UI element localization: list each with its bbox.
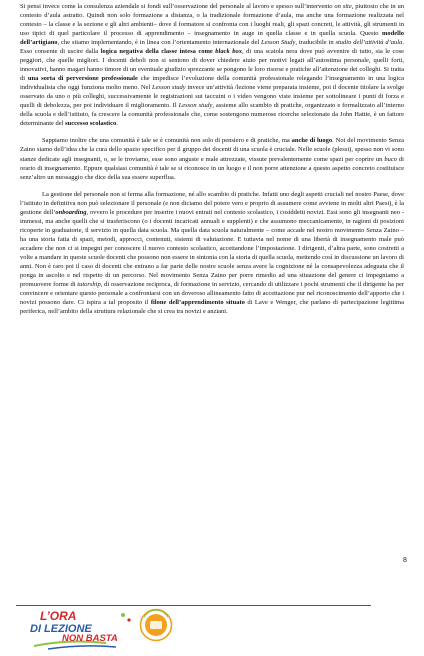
- badge-graphic: [138, 607, 174, 643]
- emphasized-text: black box: [215, 48, 242, 56]
- text-run: , di una scatola nera dove può avvenire di tutto, sia le cose peggiori, che quelle migliori. I docenti deboli non si sentono di dover chiedere aiuto per motivi legati all’autostima personale, quelli forti, innovativi, hanno magari hanno timore di un eventuale giudizio sprezzante se pongono le loro risorse e pratiche all’attenzione dei colleghi. Si tratta di: [20, 48, 404, 83]
- paragraph: [20, 190, 404, 316]
- emphasized-text: Lesson Study: [261, 39, 296, 47]
- document-body: [20, 2, 404, 602]
- text-run: , traducibile in: [295, 39, 336, 47]
- text-run: , assieme allo scambio di pratiche, organizzato e formalizzato all’interno della scuola e dell’istituto, fa crescere la comunità professionale che, come sostengono numerose ricerche selezionate da John Hattie, è un fattore determinante del: [20, 102, 404, 128]
- emphasized-text: Lesson study: [152, 84, 186, 92]
- logo-word-ora: L’ORA: [40, 609, 77, 623]
- text-run: , di osservazione reciproca, di formazione in servizio, cercando di utilizzare i pochi strumenti che il dirigente ha per convincere e orientare questo personale a confrontarsi con un doveroso allineamento fatto di accettazione pur nel riconoscimento dell’apporto che i novizi possono dare. Ci ispira a tal proposito il: [20, 280, 405, 306]
- emphasized-text: buco: [384, 155, 397, 163]
- paragraph: [20, 136, 404, 181]
- emphasized-text: una sorta di perversione professionale: [27, 75, 138, 83]
- ora-di-lezione-logo: [28, 606, 138, 651]
- logo-dot-red: [127, 618, 130, 621]
- text-run: . Esso consente di uscire dalla: [20, 39, 404, 56]
- emphasized-text: studio dell’attività d’aula: [335, 39, 403, 47]
- text-run: di orario di insegnamento. Eppure qualsiasi comunità è tale se si riconosce in un luogo e il non porre attenzione a questo aspetto concreto costituisce senz’altro un messaggio che dice della sua essere superflua.: [20, 155, 404, 181]
- logo-dot-green: [121, 613, 125, 617]
- text-run: , piuttosto che in un contesto d’aula astratto. Quindi non solo formazione a distanza, o la tradizionale formazione d’aula, ma anche una formazione realizzata nel contesto – la classe e la sezione e gli altri ambienti– dove il formatore si confronta con i luoghi reali, gli spazi concreti, le attività, gli strumenti in uso tipici di quel particolare il processo di apprendimento – insegnamento in auge in quella classe e in quella scuola. Questo: [20, 3, 404, 38]
- emphasized-text: logica negativa della classe intesa come: [100, 48, 216, 56]
- emphasized-text: tutorship: [77, 280, 101, 288]
- emphasized-text: modello dell’artigiano: [20, 30, 404, 47]
- logo-word-non-basta: NON BASTA: [62, 633, 118, 644]
- paragraph: [20, 2, 404, 128]
- text-run: .: [116, 120, 118, 128]
- text-run: , che stiamo implementando, è in linea con l’orientamento internazionale del: [57, 39, 262, 47]
- text-run: Sappiamo inoltre che una comunità è tale se è comunità non solo di pensiero e di pratiche, ma: [42, 137, 292, 145]
- emphasized-text: filone dell’apprendimento situato: [150, 298, 245, 306]
- text-run: Si pensi invece come la consulenza aziendale si fondi sull’osservazione del personale al lavoro e spesso sull’intervento: [20, 3, 335, 10]
- senza-zaino-badge-logo: [138, 607, 174, 643]
- text-run: La gestione del personale non si ferma alla formazione, né allo scambio di pratiche. Infatti uno degli aspetti cruciali nel nostro Paese, dove l’istituto in definitiva non può selezionare il personale (e non diciamo del potere vero e proprio di assumere come avviene in molti altri Paesi), è la gestione dell’: [20, 190, 404, 216]
- badge-emblem: [150, 621, 162, 629]
- emphasized-text: anche di luogo: [291, 137, 333, 145]
- emphasized-text: successo scolastico: [65, 120, 117, 128]
- text-run: invece un’attività /lezione viene preparata insieme, poi il docente titolare la svolge osservato da uno o più colleghi, successivamente le registrazioni sui taccuini o i video vengono viste insieme per sottolineare i punti di forza e quelli di debolezza, per poi individuare il miglioramento. Il: [20, 84, 405, 110]
- text-run: che impedisce l’evoluzione della comunità professionale relegando l’insegnamento in una logica individualista che oggi funziona molto meno. Nel: [20, 75, 404, 92]
- text-run: di Lave e Wenger, che parlano di partecipazione legittima periferica, nell’ambito della struttura relazionale che si crea tra novizi e anziani.: [20, 298, 404, 315]
- page-number: 8: [403, 557, 407, 564]
- ora-di-lezione-logo-graphic: [28, 606, 138, 651]
- logo-swash-blue: [48, 646, 116, 649]
- logo-word-di-lezione: DI LEZIONE: [30, 623, 92, 635]
- emphasized-text: on site: [334, 3, 352, 10]
- emphasized-text: onboarding: [55, 208, 87, 216]
- text-run: . Noi del movimento Senza Zaino siamo dell’idea che la cura dello spazio specifico per il gruppo dei docenti di una scuola è cruciale. Nelle scuole (plessi), spesso non vi sono stanze dedicate agli insegnanti, o, se le troviamo, esse sono anguste e male attrezzate, vissute prevalentemente come spazi per coprire un: [20, 137, 404, 163]
- text-run: , ovvero le procedure per inserire i nuovi entrati nel contesto scolastico, i cosiddetti novizi. Essi sono gli insegnanti neo - immessi, ma anche quelli che si trasferiscono (o i docenti incaricati annuali e supplenti) e che assumono meccanicamente, in ragioni di posizioni ricoperte in graduatorie, il servizio in quella data scuola. Ma quella data scuola naturalmente – come accade nel nostro movimento Senza Zaino – ha una storia fatta di spazi, metodi, approcci, contenuti, sistemi di valutazione. E tuttavia nel nome di una libertà di insegnamento male può accadere che non ci si impegni per conoscere il nuovo contesto scolastico, accettandone l’impostazione. I dirigenti, d’altra parte, sono costretti a volte a mandare in queste scuole docenti che possono non essere in sintonia con la storia di quella scuola, mettendo così in discussione un lavoro di anni. Non è raro poi il caso di docenti che entrano a far parte delle nostre scuole senza avere la cognizione né la consapevolezza adeguata che il ponga in ascolto e nel rispetto di un percorso. Nel movimento Senza Zaino per porre rimedio ad una situazione del genere ci impegniamo a promuovere forme di: [20, 208, 404, 288]
- emphasized-text: Lesson study: [178, 102, 213, 110]
